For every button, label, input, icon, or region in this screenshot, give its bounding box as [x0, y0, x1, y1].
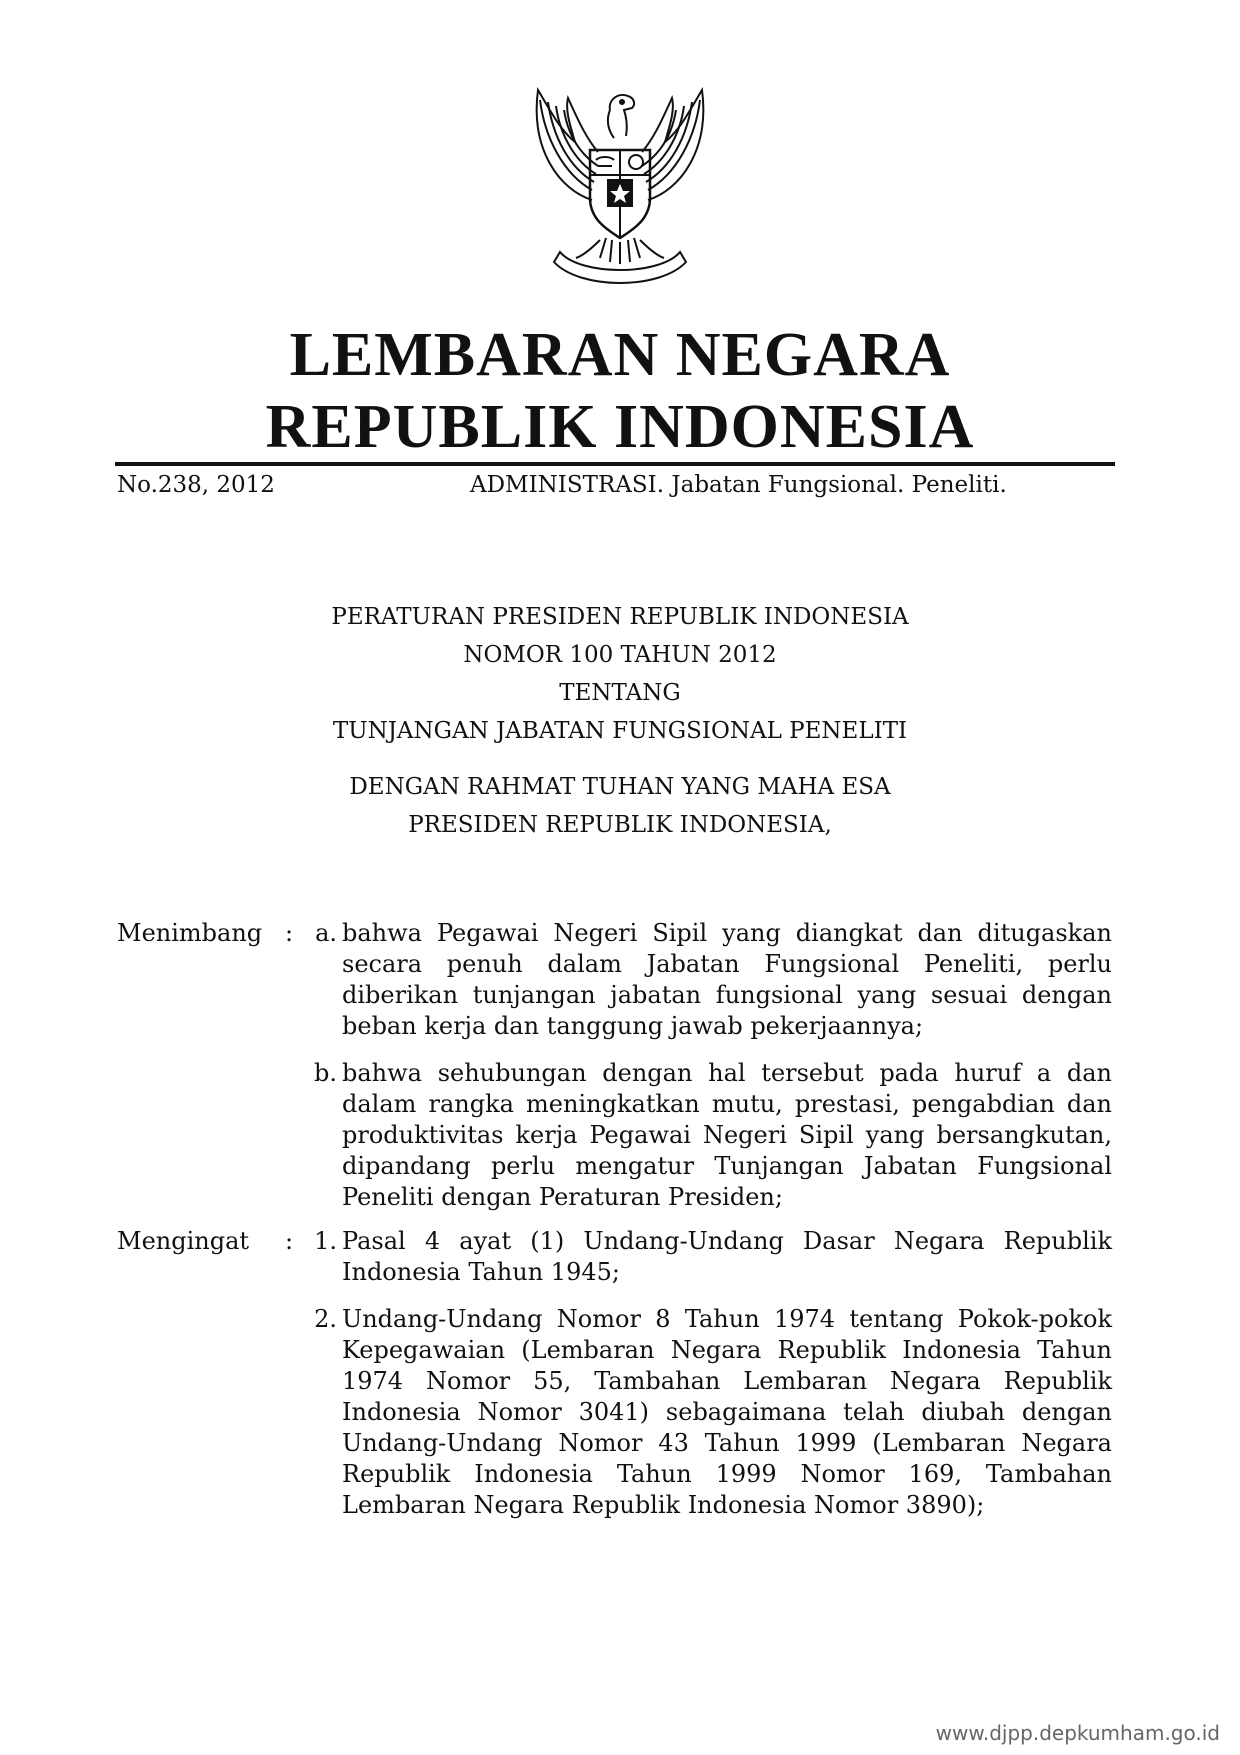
- title-line4: TUNJANGAN JABATAN FUNGSIONAL PENELITI: [332, 718, 908, 744]
- masthead-title-line1: LEMBARAN NEGARA: [289, 321, 951, 389]
- mengingat-item-1: Pasal 4 ayat (1) Undang-Undang Dasar Negara Republik Indonesia Tahun 1945;: [342, 1227, 1112, 1286]
- title-line6: PRESIDEN REPUBLIK INDONESIA,: [408, 812, 832, 838]
- garuda-pancasila-emblem-icon: [520, 80, 720, 295]
- title-line5: DENGAN RAHMAT TUHAN YANG MAHA ESA: [349, 774, 891, 800]
- mengingat-item-2: Undang-Undang Nomor 8 Tahun 1974 tentang Pokok-pokok Kepegawaian (Lembaran Negara Republik Indonesia Tahun 1974 Nomor 55, Tambahan Lembaran Negara Republik Indonesia Nomor 3041) sebagaimana telah diubah dengan Undang-Undang Nomor 43 Tahun 1999 (Lembaran Negara Republik Indonesia Tahun 1999 Nomor 169, Tambahan Lembaran Negara Republik Indonesia Nomor 3890);: [342, 1305, 1112, 1519]
- menimbang-item-b: bahwa sehubungan dengan hal tersebut pada huruf a dan dalam rangka meningkatkan mutu, prestasi, pengabdian dan produktivitas kerja Pegawai Negeri Sipil yang bersangkutan, dipandang perlu mengatur Tunjangan Jabatan Fungsional Peneliti dengan Peraturan Presiden;: [342, 1059, 1112, 1211]
- menimbang-marker-a: a.: [315, 919, 337, 947]
- mengingat-marker-1: 1.: [314, 1227, 337, 1255]
- mengingat-marker-2: 2.: [314, 1305, 337, 1333]
- regulation-title: [0, 598, 1240, 844]
- menimbang-item-a: bahwa Pegawai Negeri Sipil yang diangkat dan ditugaskan secara penuh dalam Jabatan Fungsional Peneliti, perlu diberikan tunjangan jabatan fungsional yang sesuai dengan beban kerja dan tanggung jawab pekerjaannya;: [342, 919, 1112, 1040]
- menimbang-colon: :: [285, 919, 294, 947]
- gazette-number: No.238, 2012: [117, 472, 275, 498]
- title-line1: PERATURAN PRESIDEN REPUBLIK INDONESIA: [331, 604, 909, 630]
- source-watermark: www.djpp.depkumham.go.id: [935, 1721, 1220, 1745]
- menimbang-label: Menimbang: [117, 919, 263, 947]
- gazette-subject: ADMINISTRASI. Jabatan Fungsional. Peneliti.: [470, 472, 1007, 498]
- title-line2: NOMOR 100 TAHUN 2012: [463, 642, 777, 668]
- menimbang-marker-b: b.: [314, 1059, 337, 1087]
- title-line3: TENTANG: [559, 680, 681, 706]
- mengingat-label: Mengingat: [117, 1227, 250, 1255]
- mengingat-colon: :: [285, 1227, 294, 1255]
- title-spacer: [0, 750, 1240, 768]
- masthead-title-line2: REPUBLIK INDONESIA: [265, 393, 975, 461]
- header-divider: [115, 462, 1115, 466]
